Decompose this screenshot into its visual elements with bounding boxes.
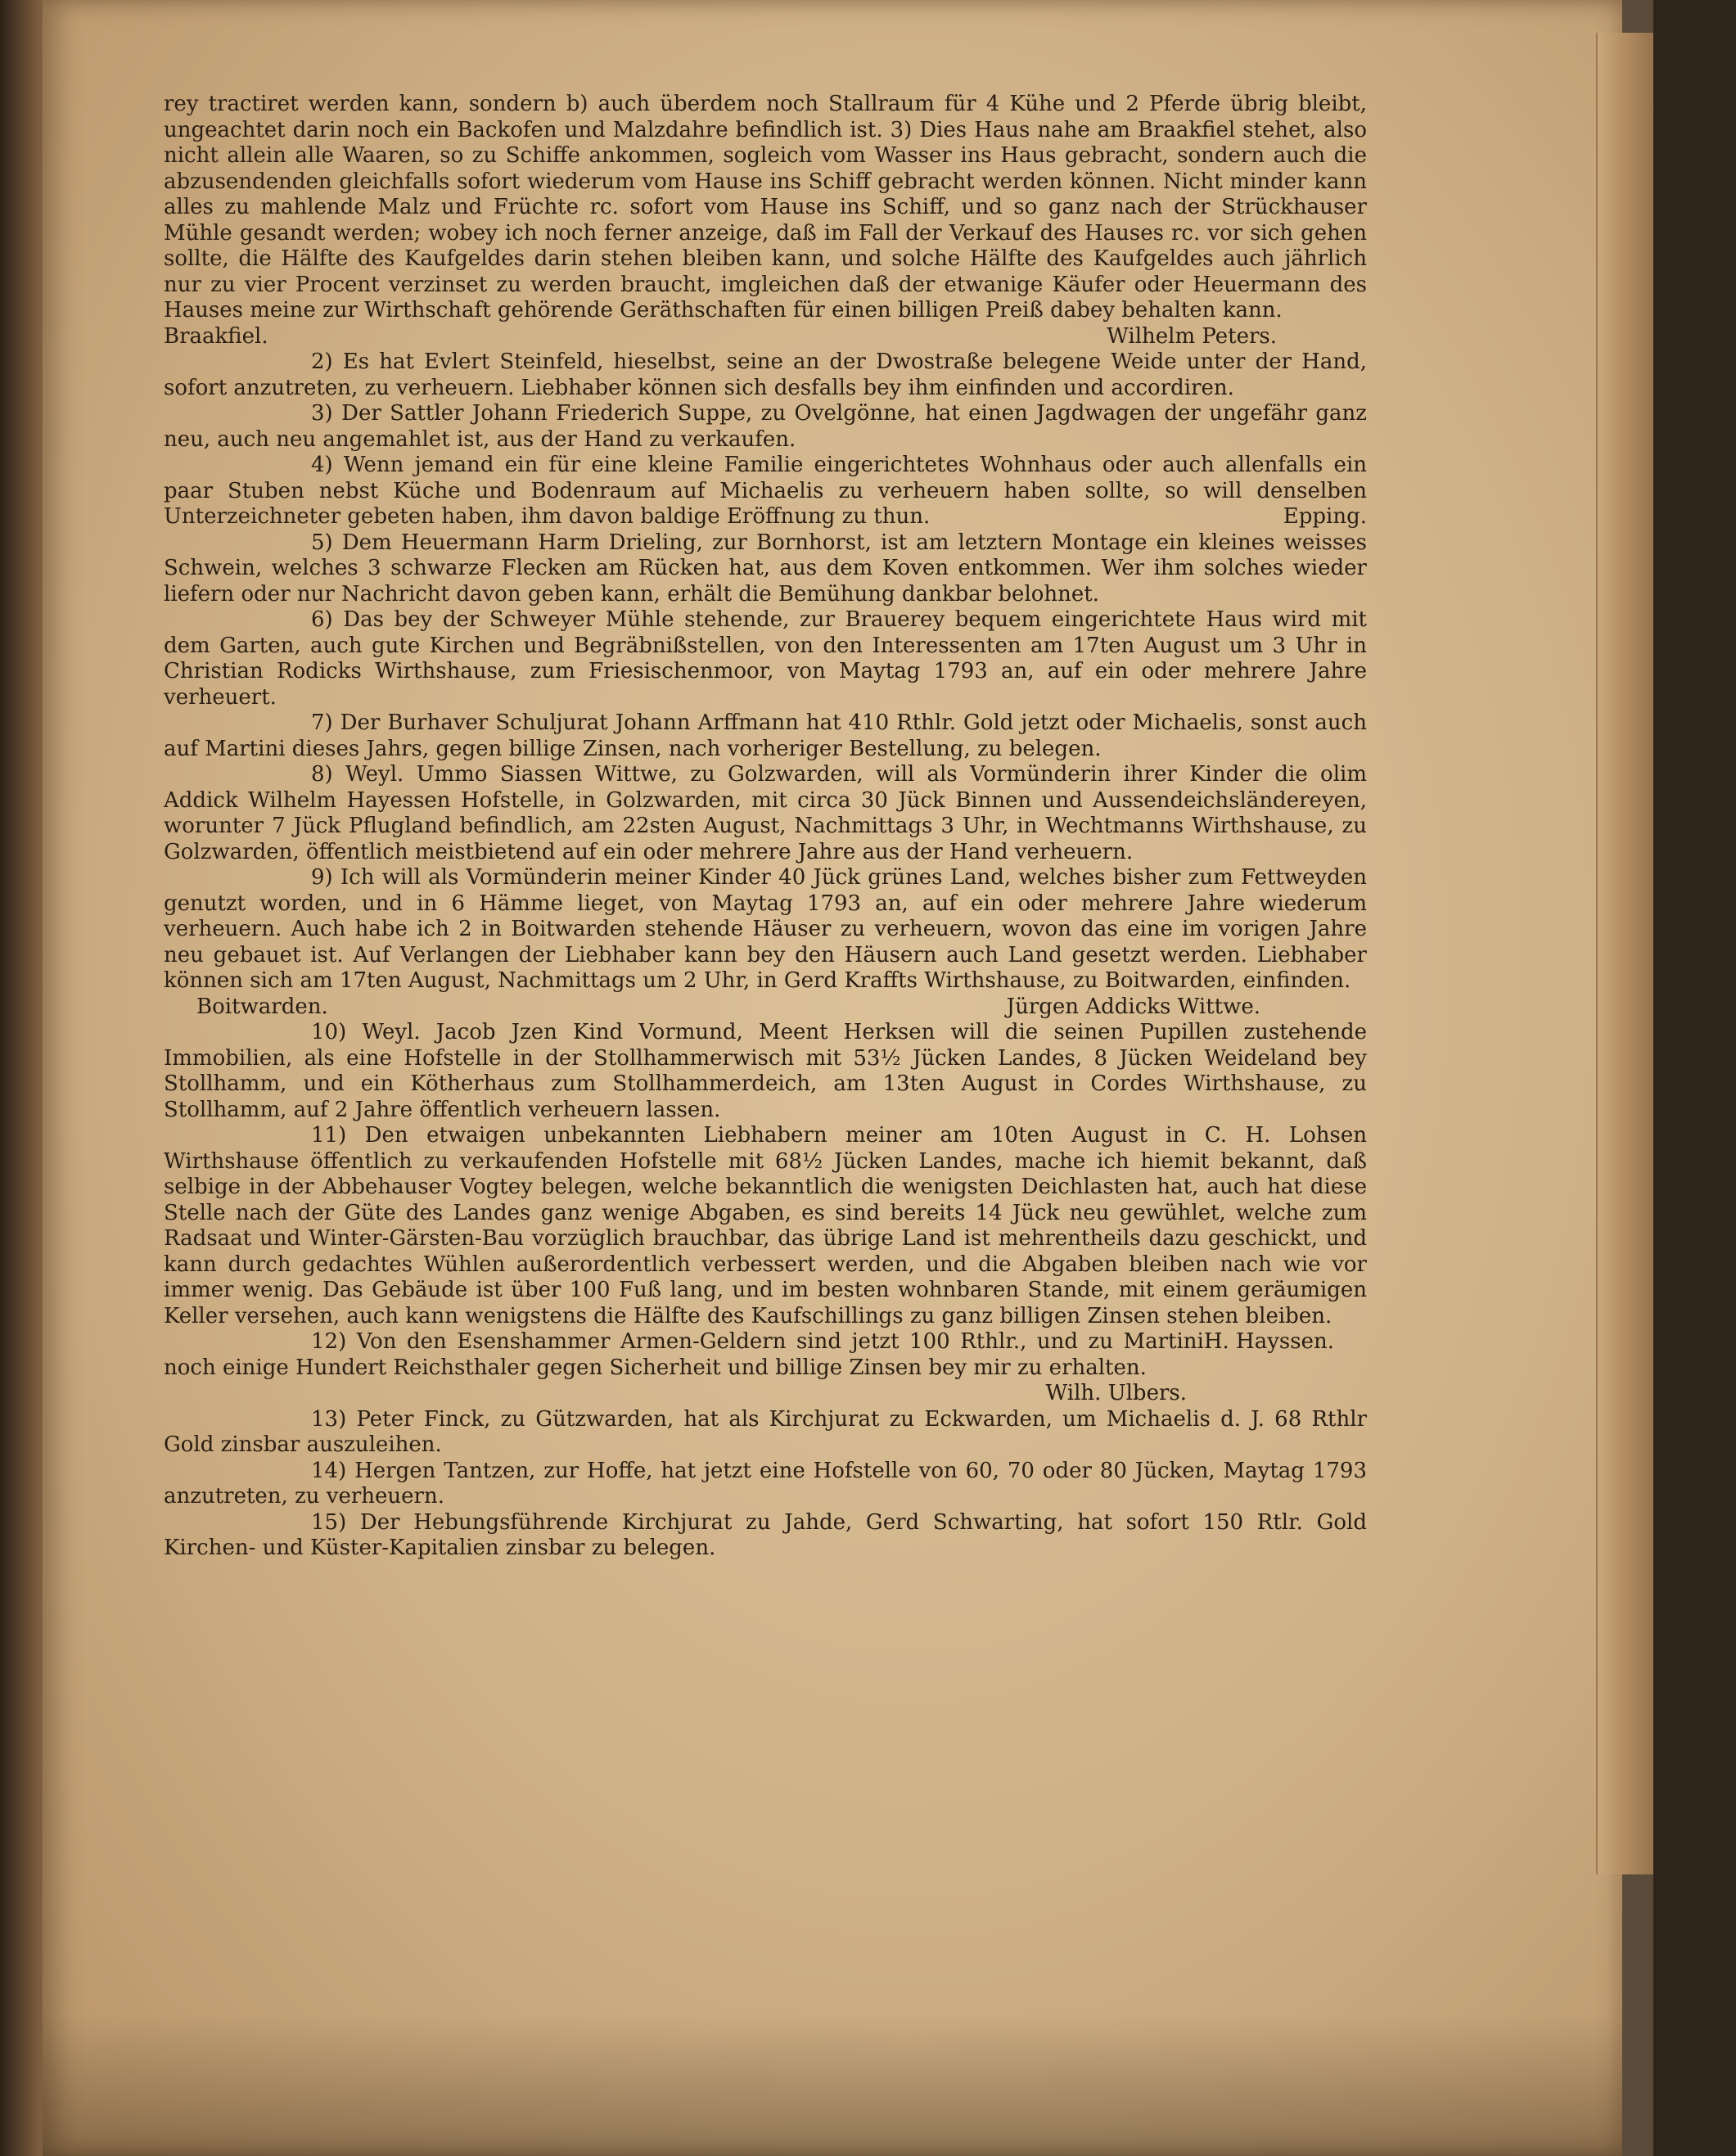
notice-9-place: Boitwarden. <box>196 994 328 1019</box>
lead-place: Braakfiel. <box>164 323 268 349</box>
notice-5 <box>164 530 1367 608</box>
notice-14 <box>164 1459 1367 1510</box>
notice-10 <box>164 1020 1367 1123</box>
notice-7-text: 7) Der Burhaver Schuljurat Johann Arffmann hat 410 Rthlr. Gold jetzt oder Michaelis, sonst auch auf Martini dieses Jahrs, gegen billige Zinsen, nach vorheriger Bestellung, zu belegen. <box>164 710 1367 761</box>
notice-12-signature: Wilh. Ulbers. <box>1045 1381 1187 1405</box>
notice-9-signature: Jürgen Addicks Wittwe. <box>1006 994 1260 1019</box>
notice-11-signature: H. Hayssen. <box>1203 1329 1334 1354</box>
notice-15-text: 15) Der Hebungsführende Kirchjurat zu Jahde, Gerd Schwarting, hat sofort 150 Rtlr. Gold Kirchen- und Küster-Kapitalien zinsbar zu belegen. <box>164 1509 1367 1560</box>
notice-4-signature: Epping. <box>1283 504 1367 529</box>
notice-6 <box>164 607 1367 710</box>
notice-14-text: 14) Hergen Tantzen, zur Hoffe, hat jetzt eine Hofstelle von 60, 70 oder 80 Jücken, Maytag 1793 anzutreten, zu verheuern. <box>164 1458 1367 1509</box>
notice-7 <box>164 710 1367 762</box>
notice-8 <box>164 762 1367 865</box>
lead-paragraph: rey tractiret werden kann, sondern b) auch überdem noch Stallraum für 4 Kühe und 2 Pferde übrig bleibt, ungeachtet darin noch ein Backofen und Malzdahre befindlich ist. 3) Dies Haus nahe am Braakfiel stehet, also nicht allein alle Waaren, so zu Schiffe ankommen, sogleich vom Wasser ins Haus gebracht, sondern auch die abzusendenden gleichfalls sofort wiederum vom Hause ins Schiff gebracht werden können. Nicht minder kann alles zu mahlende Malz und Früchte rc. sofort vom Hause ins Schiff, und so ganz nach der Strückhauser Mühle gesandt werden; wobey ich noch ferner anzeige, daß im Fall der Verkauf des Hauses rc. vor sich gehen sollte, die Hälfte des Kaufgeldes darin stehen bleiben kann, und solche Hälfte des Kaufgeldes auch jährlich nur zu vier Procent verzinset zu werden braucht, imgleichen daß der etwanige Käufer oder Heuermann des Hauses meine zur Wirthschaft gehörende Geräthschaften für einen billigen Preiß dabey behalten kann. <box>164 92 1367 322</box>
notice-12 <box>164 1329 1367 1381</box>
notice-8-text: 8) Weyl. Ummo Siassen Wittwe, zu Golzwarden, will als Vormünderin ihrer Kinder die olim Addick Wilhelm Hayessen Hofstelle, in Golzwarden, mit circa 30 Jück Binnen und Aussendeichsländereyen, worunter 7 Jück Pflugland befindlich, am 22sten August, Nachmittags 3 Uhr, in Wechtmanns Wirthshause, zu Golzwarden, öffentlich meistbietend auf ein oder mehrere Jahre aus der Hand verheuern. <box>164 762 1367 864</box>
notice-10-text: 10) Weyl. Jacob Jzen Kind Vormund, Meent Herksen will die seinen Pupillen zustehende Immobilien, als eine Hofstelle in der Stollhammerwisch mit 53½ Jücken Landes, 8 Jücken Weideland bey Stollhamm, und ein Kötherhaus zum Stollhammerdeich, am 13ten August in Cordes Wirthshause, zu Stollhamm, auf 2 Jahre öffentlich verheuern lassen. <box>164 1020 1367 1122</box>
notice-5-text: 5) Dem Heuermann Harm Drieling, zur Bornhorst, ist am letztern Montage ein kleines weisses Schwein, welches 3 schwarze Flecken am Rücken hat, aus dem Koven entkommen. Wer ihm solches wieder liefern oder nur Nachricht davon geben kann, erhält die Bemühung dankbar belohnet. <box>164 530 1367 607</box>
lead-signature: Wilhelm Peters. <box>1107 323 1277 349</box>
lead-signature-line <box>164 324 1367 350</box>
notice-15 <box>164 1510 1367 1562</box>
book-gutter <box>0 0 49 2156</box>
page-bottom-shadow <box>43 2014 1622 2156</box>
notice-3 <box>164 401 1367 453</box>
background-right <box>1653 0 1736 2156</box>
notice-9 <box>164 865 1367 995</box>
notice-9-signature-line <box>164 995 1367 1021</box>
notice-13 <box>164 1407 1367 1459</box>
notice-6-text: 6) Das bey der Schweyer Mühle stehende, zur Brauerey bequem eingerichtete Haus wird mit dem Garten, auch gute Kirchen und Begräbnißstellen, von den Interessenten am 17ten August um 3 Uhr in Christian Rodicks Wirthshause, zum Friesischenmoor, von Maytag 1793 an, auf ein oder mehrere Jahre verheuert. <box>164 607 1367 710</box>
notice-9-text: 9) Ich will als Vormünderin meiner Kinder 40 Jück grünes Land, welches bisher zum Fettweyden genutzt worden, und in 6 Hämme lieget, von Maytag 1793 an, auf ein oder mehrere Jahre wiederum verheuern. Auch habe ich 2 in Boitwarden stehende Häuser zu verheuern, wovon das eine im vorigen Jahre neu gebauet ist. Auf Verlangen der Liebhaber kann bey den Häusern auch Land gesetzt werden. Liebhaber können sich am 17ten August, Nachmittags um 2 Uhr, in Gerd Kraffts Wirthshause, zu Boitwarden, einfinden. <box>164 865 1367 993</box>
notice-12-text: 12) Von den Esenshammer Armen-Geldern sind jetzt 100 Rthlr., und zu Martini noch einige Hundert Reichsthaler gegen Sicherheit und billige Zinsen bey mir zu erhalten. <box>164 1329 1204 1380</box>
notice-13-text: 13) Peter Finck, zu Gützwarden, hat als Kirchjurat zu Eckwarden, um Michaelis d. J. 68 Rthlr Gold zinsbar auszuleihen. <box>164 1406 1367 1457</box>
notice-11-text: 11) Den etwaigen unbekannten Liebhabern meiner am 10ten August in C. H. Lohsen Wirthshause öffentlich zu verkaufenden Hofstelle mit 68½ Jücken Landes, mache ich hiemit bekannt, daß selbige in der Abbehauser Vogtey belegen, welche bekanntlich die wenigsten Deichlasten hat, auch hat diese Stelle nach der Güte des Landes ganz wenige Abgaben, es sind bereits 14 Jück neu gewühlet, welche zum Radsaat und Winter-Gärsten-Bau vorzüglich brauchbar, das übrige Land ist mehrentheils dazu geschickt, und kann durch gedachtes Wühlen außerordentlich verbessert werden, und die Abgaben bleiben nach wie vor immer wenig. Das Gebäude ist über 100 Fuß lang, und im besten wohnbaren Stande, mit einem geräumigen Keller versehen, auch kann wenigstens die Hälfte des Kaufschillings zu ganz billigen Zinsen stehen bleiben. <box>164 1123 1367 1328</box>
notice-3-text: 3) Der Sattler Johann Friederich Suppe, zu Ovelgönne, hat einen Jagdwagen der ungefähr ganz neu, auch neu angemahlet ist, aus der Hand zu verkaufen. <box>164 401 1367 452</box>
notice-11 <box>164 1123 1367 1354</box>
notice-2-text: 2) Es hat Evlert Steinfeld, hieselbst, seine an der Dwostraße belegene Weide unter der Hand, sofort anzutreten, zu verheuern. Liebhaber können sich desfalls bey ihm einfinden und accordiren. <box>164 350 1367 400</box>
notice-4 <box>164 453 1367 530</box>
notice-4-text: 4) Wenn jemand ein für eine kleine Familie eingerichtetes Wohnhaus oder auch allenfalls ein paar Stuben nebst Küche und Bodenraum auf Michaelis zu verheuern haben sollte, so will denselben Unterzeichneter gebeten haben, ihm davon baldige Eröffnung zu thun. <box>164 453 1367 529</box>
notice-2 <box>164 350 1367 401</box>
document-text <box>164 92 1367 1562</box>
